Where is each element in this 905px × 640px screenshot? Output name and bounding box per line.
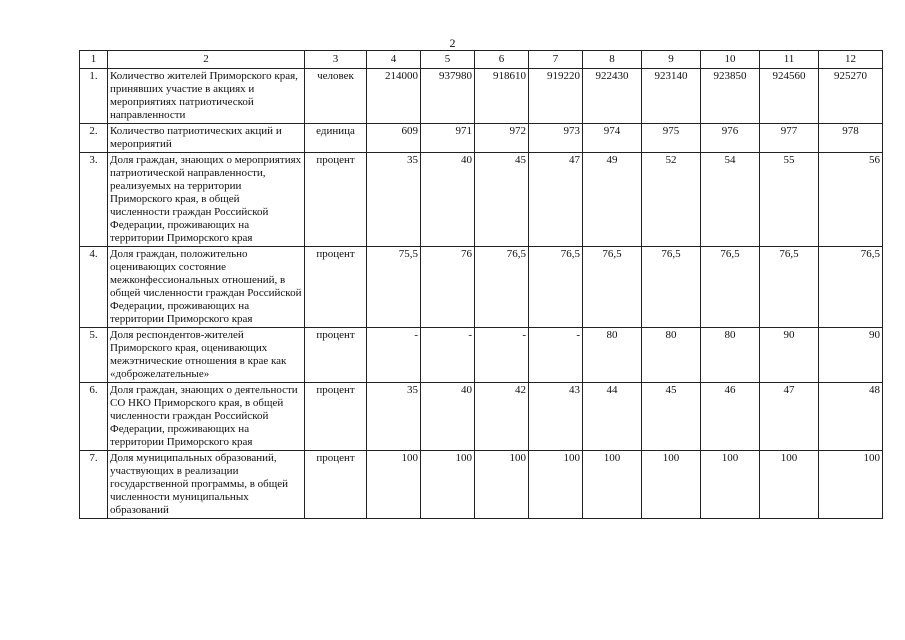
value-cell: 55 [760,153,819,247]
row-number: 5. [80,328,108,383]
header-cell: 11 [760,51,819,69]
value-cell: 76 [421,247,475,328]
value-cell: 45 [642,383,701,451]
value-cell: 976 [701,124,760,153]
header-cell: 5 [421,51,475,69]
value-cell: 76,5 [475,247,529,328]
unit-cell: процент [305,383,367,451]
header-cell: 12 [819,51,883,69]
value-cell: 40 [421,153,475,247]
value-cell: 48 [819,383,883,451]
value-cell: 76,5 [529,247,583,328]
table-row [80,383,883,451]
value-cell: 52 [642,153,701,247]
value-cell: 100 [642,451,701,519]
unit-cell: процент [305,451,367,519]
value-cell: 925270 [819,69,883,124]
table-row [80,124,883,153]
indicator-name: Доля граждан, знающих о деятельности СО НКО Приморского края, в общей численности граждан Российской Федерации, проживающих на территории Приморского края [108,383,305,451]
unit-cell: процент [305,328,367,383]
header-cell: 10 [701,51,760,69]
value-cell: 100 [367,451,421,519]
value-cell: 100 [421,451,475,519]
value-cell: 80 [583,328,642,383]
header-cell: 7 [529,51,583,69]
value-cell: 977 [760,124,819,153]
table-row [80,69,883,124]
value-cell: 214000 [367,69,421,124]
value-cell: - [367,328,421,383]
value-cell: 972 [475,124,529,153]
row-number: 4. [80,247,108,328]
header-cell: 8 [583,51,642,69]
value-cell: 100 [760,451,819,519]
value-cell: 100 [701,451,760,519]
value-cell: - [529,328,583,383]
value-cell: 100 [529,451,583,519]
value-cell: 80 [642,328,701,383]
value-cell: 43 [529,383,583,451]
value-cell: 973 [529,124,583,153]
value-cell: 54 [701,153,760,247]
value-cell: 76,5 [760,247,819,328]
value-cell: 47 [529,153,583,247]
header-cell: 2 [108,51,305,69]
value-cell: 924560 [760,69,819,124]
header-cell: 3 [305,51,367,69]
value-cell: 45 [475,153,529,247]
row-number: 2. [80,124,108,153]
value-cell: 46 [701,383,760,451]
value-cell: 90 [819,328,883,383]
indicator-name: Доля граждан, знающих о мероприятиях патриотической направленности, реализуемых на территории Приморского края, в общей численности граждан Российской Федерации, проживающих на территории Приморского края [108,153,305,247]
value-cell: 918610 [475,69,529,124]
table-row [80,153,883,247]
value-cell: - [421,328,475,383]
value-cell: 971 [421,124,475,153]
table-row [80,328,883,383]
value-cell: 100 [583,451,642,519]
header-cell: 6 [475,51,529,69]
value-cell: 44 [583,383,642,451]
value-cell: 978 [819,124,883,153]
header-cell: 4 [367,51,421,69]
value-cell: 35 [367,383,421,451]
indicator-name: Доля муниципальных образований, участвующих в реализации государственной программы, в общей численности муниципальных образований [108,451,305,519]
value-cell: 75,5 [367,247,421,328]
table-header-row [80,51,883,69]
row-number: 1. [80,69,108,124]
unit-cell: процент [305,247,367,328]
value-cell: 100 [475,451,529,519]
value-cell: 40 [421,383,475,451]
value-cell: 76,5 [819,247,883,328]
value-cell: 922430 [583,69,642,124]
indicator-name: Количество патриотических акций и мероприятий [108,124,305,153]
value-cell: 90 [760,328,819,383]
table-row [80,247,883,328]
indicators-table [79,50,883,519]
row-number: 3. [80,153,108,247]
value-cell: 937980 [421,69,475,124]
value-cell: 42 [475,383,529,451]
value-cell: 56 [819,153,883,247]
unit-cell: процент [305,153,367,247]
value-cell: 49 [583,153,642,247]
header-cell: 1 [80,51,108,69]
value-cell: 609 [367,124,421,153]
value-cell: 100 [819,451,883,519]
value-cell: - [475,328,529,383]
value-cell: 975 [642,124,701,153]
row-number: 7. [80,451,108,519]
value-cell: 47 [760,383,819,451]
unit-cell: человек [305,69,367,124]
value-cell: 974 [583,124,642,153]
value-cell: 76,5 [701,247,760,328]
indicator-name: Количество жителей Приморского края, принявших участие в акциях и мероприятиях патриотической направленности [108,69,305,124]
page-number: 2 [449,36,456,50]
value-cell: 80 [701,328,760,383]
header-cell: 9 [642,51,701,69]
value-cell: 35 [367,153,421,247]
unit-cell: единица [305,124,367,153]
row-number: 6. [80,383,108,451]
value-cell: 76,5 [642,247,701,328]
value-cell: 76,5 [583,247,642,328]
value-cell: 919220 [529,69,583,124]
indicator-name: Доля респондентов-жителей Приморского края, оценивающих межэтнические отношения в крае как «доброжелательные» [108,328,305,383]
indicator-name: Доля граждан, положительно оценивающих состояние межконфессиональных отношений, в общей численности граждан Российской Федерации, проживающих на территории Приморского края [108,247,305,328]
table-row [80,451,883,519]
value-cell: 923850 [701,69,760,124]
value-cell: 923140 [642,69,701,124]
